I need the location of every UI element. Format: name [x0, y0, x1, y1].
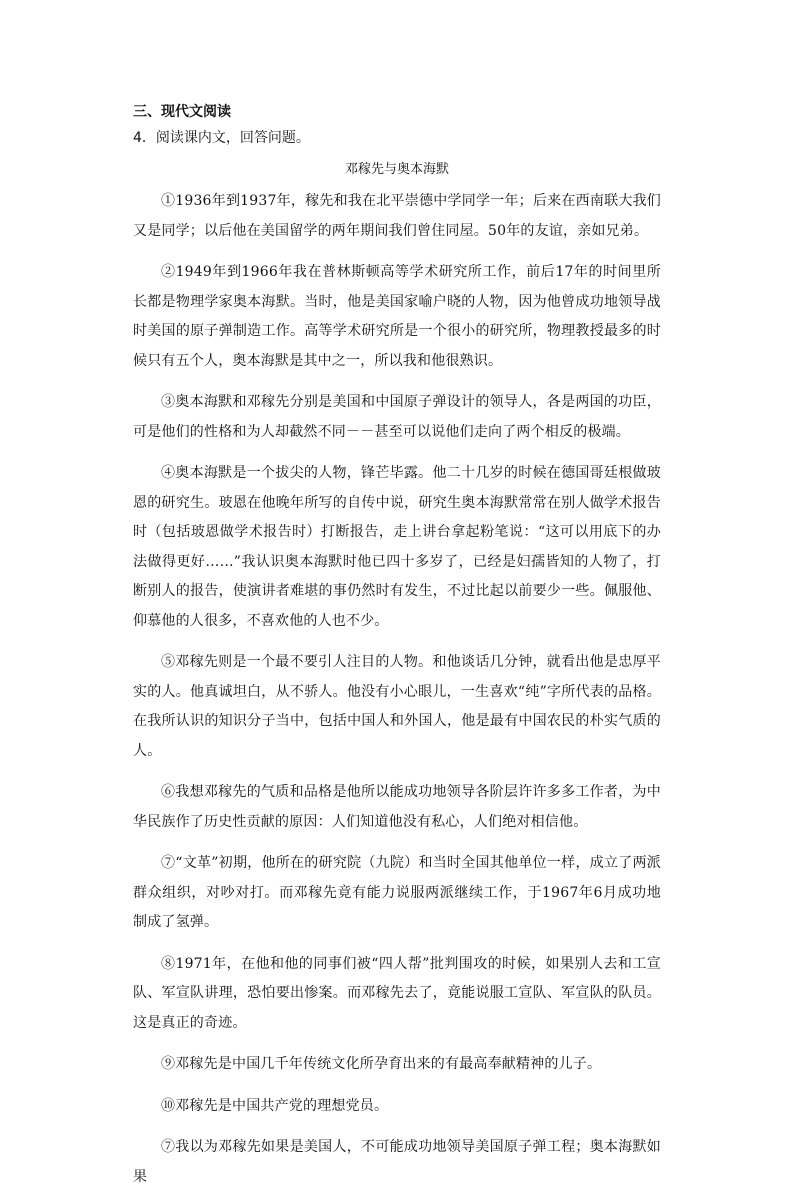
- section-heading: 三、现代文阅读: [133, 104, 231, 120]
- paragraph-3: ③奥本海默和邓稼先分别是美国和中国原子弹设计的领导人，各是两国的功臣，可是他们的性格和为人却截然不同－－甚至可以说他们走向了两个相反的极端。: [133, 394, 661, 440]
- paragraph-9: ⑨邓稼先是中国几千年传统文化所孕育出来的有最高奉献精神的儿子。: [161, 1056, 602, 1072]
- paragraph-7: ⑦“文革”初期，他所在的研究院（九院）和当时全国其他单位一样，成立了两派群众组织，对吵对打。而邓稼先竟有能力说服两派继续工作，于1967年6月成功地制成了氢弹。: [133, 855, 661, 930]
- article-title: 邓稼先与奥本海默: [344, 162, 449, 177]
- paragraph-2: ②1949年到1966年我在普林斯顿高等学术研究所工作，前后17年的时间里所长都是物理学家奥本海默。当时，他是美国家喻户晓的人物，因为他曾成功地领导战时美国的原子弹制造工作。高等学术研究所是一个很小的研究所，物理教授最多的时候只有五个人，奥本海默是其中之一，所以我和他很熟识。: [133, 264, 661, 369]
- paragraph-11: ⑦我以为邓稼先如果是美国人，不可能成功地领导美国原子弹工程；奥本海默如果: [133, 1139, 661, 1185]
- paragraph-6: ⑥我想邓稼先的气质和品格是他所以能成功地领导各阶层许许多多工作者，为中华民族作了历史性贡献的原因：人们知道他没有私心，人们绝对相信他。: [133, 784, 661, 830]
- paragraph-1: ①1936年到1937年，稼先和我在北平崇德中学同学一年；后来在西南联大我们又是同学；以后他在美国留学的两年期间我们曾住同屋。50年的友谊，亲如兄弟。: [133, 193, 661, 239]
- paragraph-8: ⑧1971年，在他和他的同事们被“四人帮”批判围攻的时候，如果别人去和工宣队、军宣队讲理，恐怕要出惨案。而邓稼先去了，竟能说服工宣队、军宣队的队员。这是真正的奇迹。: [133, 955, 661, 1031]
- question-prompt: 4．阅读课内文，回答问题。: [133, 130, 310, 146]
- paragraph-4: ④奥本海默是一个拔尖的人物，锋芒毕露。他二十几岁的时候在德国哥廷根做玻恩的研究生。玻恩在他晚年所写的自传中说，研究生奥本海默常常在别人做学术报告时（包括玻恩做学术报告时）打断报告，走上讲台拿起粉笔说：“这可以用底下的办法做得更好……”我认识奥本海默时他已四十多岁了，已经是妇孺皆知的人物了，打断别人的报告，使演讲者难堪的事仍然时有发生，不过比起以前要少一些。佩服他、仰慕他的人很多，不喜欢他的人也不少。: [133, 465, 661, 629]
- article-body: [133, 187, 661, 1204]
- paragraph-5: ⑤邓稼先则是一个最不要引人注目的人物。和他谈话几分钟，就看出他是忠厚平实的人。他真诚坦白，从不骄人。他没有小心眼儿，一生喜欢“纯”字所代表的品格。在我所认识的知识分子当中，包括中国人和外国人，他是最有中国农民的朴实气质的人。: [133, 654, 661, 759]
- paragraph-10: ⑩邓稼先是中国共产党的理想党员。: [161, 1097, 389, 1114]
